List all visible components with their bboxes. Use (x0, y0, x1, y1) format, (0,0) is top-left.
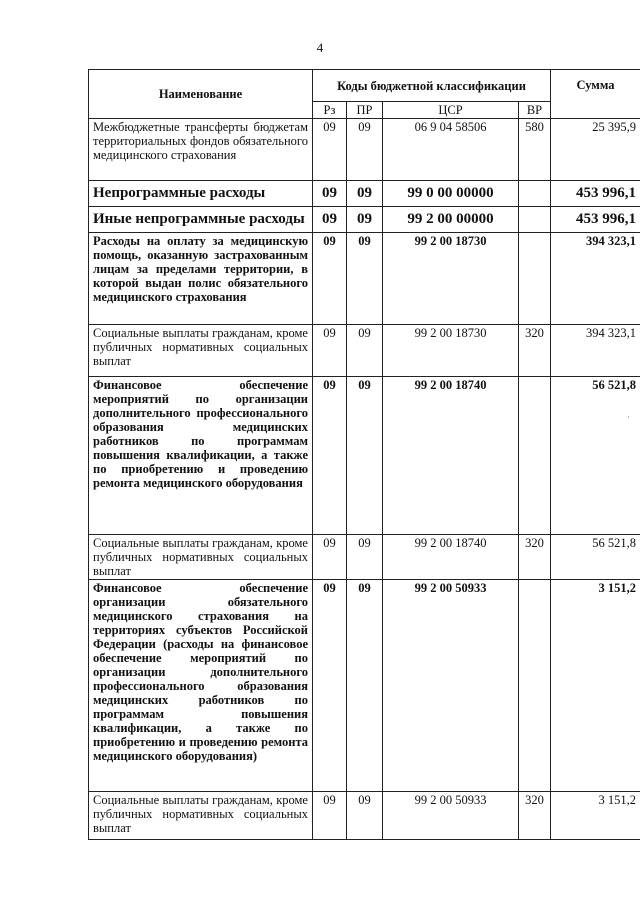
row-rz-cell: 09 (313, 580, 347, 792)
row-name-cell: Финансовое обеспечение организации обязательного медицинского страхования на территориях субъектов Российской Федерации (расходы на финансовое обеспечение мероприятий по организации дополнительного профессионального образования медицинских работников по программам повышения квалификации, а также по приобретению и проведению ремонта медицинского оборудования) (89, 580, 313, 792)
row-pr-cell: 09 (347, 119, 383, 181)
row-pr-cell: 09 (347, 233, 383, 325)
row-rz-cell: 09 (313, 377, 347, 535)
row-vr-cell (519, 377, 551, 535)
row-pr-cell: 09 (347, 377, 383, 535)
row-pr-cell: 09 (347, 580, 383, 792)
row-csr-cell: 99 2 00 00000 (383, 207, 519, 233)
row-vr-cell: 320 (519, 325, 551, 377)
table-row (89, 792, 640, 840)
row-sum-cell: 394 323,1 (551, 325, 640, 377)
row-rz-cell: 09 (313, 535, 347, 580)
row-sum-cell: 453 996,1 (551, 181, 640, 207)
row-name-cell: Социальные выплаты гражданам, кроме публичных нормативных социальных выплат (89, 535, 313, 580)
table-row (89, 580, 640, 792)
row-vr-cell (519, 580, 551, 792)
row-name-cell: Финансовое обеспечение мероприятий по организации дополнительного профессионального образования медицинских работников по программам повышения квалификации, а также по приобретению и проведению ремонта медицинского оборудования (89, 377, 313, 535)
row-rz-cell: 09 (313, 325, 347, 377)
row-vr-cell (519, 233, 551, 325)
header-rz: Рз (313, 102, 347, 119)
row-name-cell: Иные непрограммные расходы (89, 207, 313, 233)
table-row (89, 119, 640, 181)
table-row (89, 181, 640, 207)
row-pr-cell: 09 (347, 792, 383, 840)
row-name-cell: Межбюджетные трансферты бюджетам территориальных фондов обязательного медицинского страхования (89, 119, 313, 181)
row-csr-cell: 99 2 00 18740 (383, 535, 519, 580)
row-rz-cell: 09 (313, 792, 347, 840)
row-vr-cell: 320 (519, 535, 551, 580)
row-csr-cell: 99 2 00 18740 (383, 377, 519, 535)
row-name-cell: Непрограммные расходы (89, 181, 313, 207)
row-sum-cell: 56 521,8 (551, 377, 640, 535)
row-pr-cell: 09 (347, 535, 383, 580)
header-vr: ВР (519, 102, 551, 119)
row-sum-cell: 453 996,1 (551, 207, 640, 233)
row-csr-cell: 99 2 00 18730 (383, 325, 519, 377)
budget-table (88, 69, 640, 840)
row-csr-cell: 06 9 04 58506 (383, 119, 519, 181)
header-csr: ЦСР (383, 102, 519, 119)
header-codes: Коды бюджетной классификации (313, 70, 551, 102)
row-sum-cell: 25 395,9 (551, 119, 640, 181)
row-vr-cell (519, 207, 551, 233)
row-sum-cell: 3 151,2 (551, 580, 640, 792)
row-sum-cell: 3 151,2 (551, 792, 640, 840)
row-rz-cell: 09 (313, 207, 347, 233)
header-name: Наименование (89, 70, 313, 119)
header-pr: ПР (347, 102, 383, 119)
row-name-cell: Социальные выплаты гражданам, кроме публичных нормативных социальных выплат (89, 792, 313, 840)
table-row (89, 535, 640, 580)
row-pr-cell: 09 (347, 325, 383, 377)
row-rz-cell: 09 (313, 119, 347, 181)
row-vr-cell: 580 (519, 119, 551, 181)
row-csr-cell: 99 2 00 18730 (383, 233, 519, 325)
row-sum-cell: 394 323,1 (551, 233, 640, 325)
page-number: 4 (316, 40, 324, 55)
row-name-cell: Расходы на оплату за медицинскую помощь, оказанную застрахованным лицам за пределами территории, в которой выдан полис обязательного медицинского страхования (89, 233, 313, 325)
table-row (89, 325, 640, 377)
row-csr-cell: 99 2 00 50933 (383, 580, 519, 792)
row-rz-cell: 09 (313, 233, 347, 325)
row-rz-cell: 09 (313, 181, 347, 207)
row-vr-cell (519, 181, 551, 207)
row-csr-cell: 99 0 00 00000 (383, 181, 519, 207)
row-pr-cell: 09 (347, 181, 383, 207)
row-sum-cell: 56 521,8 (551, 535, 640, 580)
table-row (89, 377, 640, 535)
row-name-cell: Социальные выплаты гражданам, кроме публичных нормативных социальных выплат (89, 325, 313, 377)
header-sum: Сумма (551, 70, 640, 119)
row-pr-cell: 09 (347, 207, 383, 233)
row-vr-cell: 320 (519, 792, 551, 840)
margin-mark: · (627, 412, 630, 422)
row-csr-cell: 99 2 00 50933 (383, 792, 519, 840)
table-row (89, 233, 640, 325)
table-row (89, 207, 640, 233)
